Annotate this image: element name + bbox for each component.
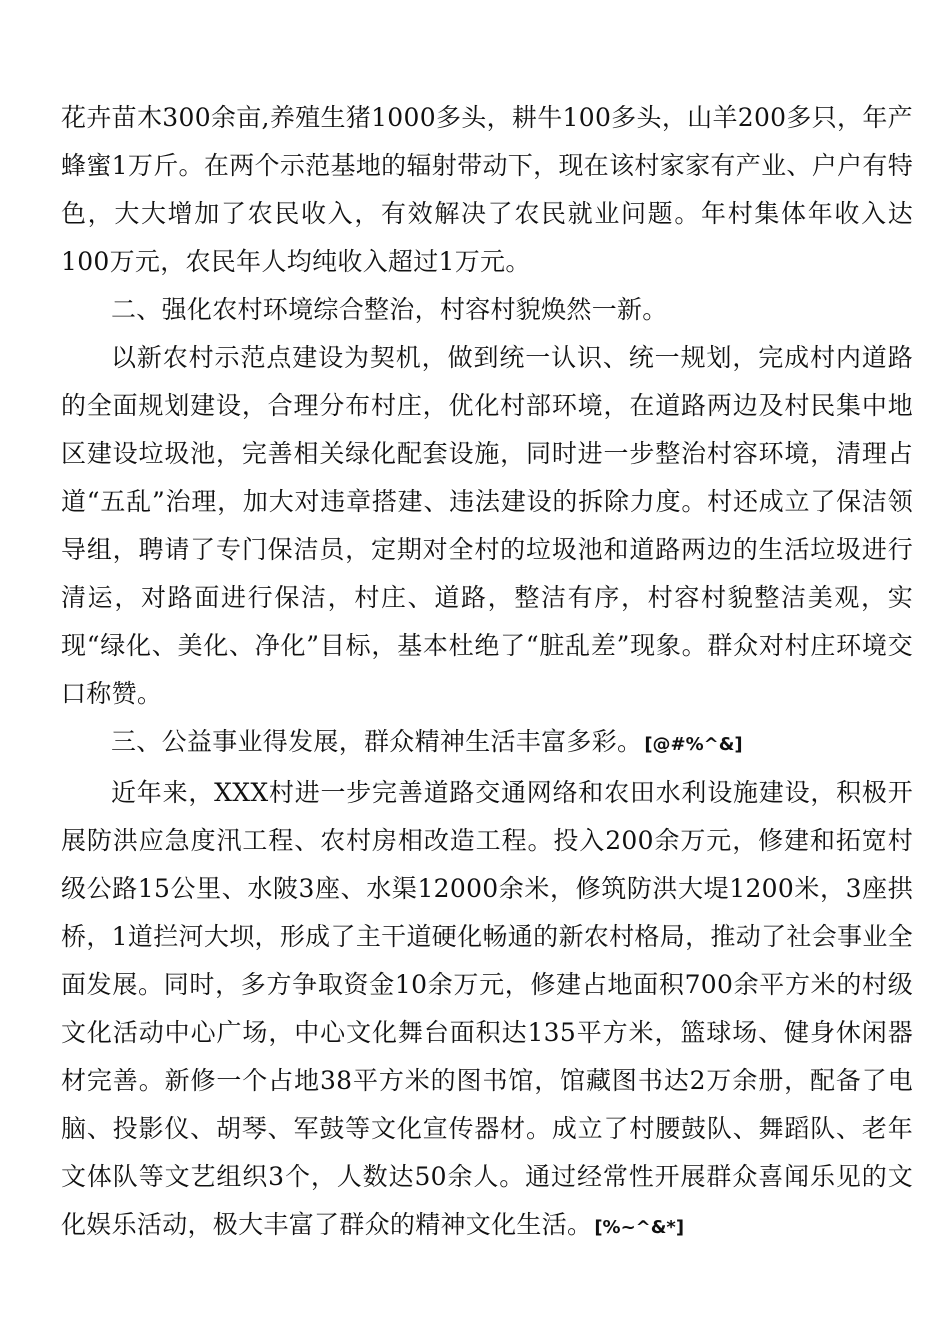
section-heading-2 — [61, 286, 913, 334]
watermark-symbols-2: [%~^&*] — [594, 1217, 685, 1238]
paragraph-continued: 花卉苗木300余亩,养殖生猪1000多头，耕牛100多头，山羊200多只，年产蜂蜜1万斤。在两个示范基地的辐射带动下，现在该村家家有产业、户户有特色，大大增加了农民收入，有效解决了农民就业问题。年村集体年收入达100万元，农民年人均纯收入超过1万元。 — [61, 103, 913, 276]
paragraph-section-3-text: 近年来，XXX村进一步完善道路交通网络和农田水利设施建设，积极开展防洪应急度汛工程、农村房相改造工程。投入200余万元，修建和拓宽村级公路15公里、水陂3座、水渠12000余米，修筑防洪大堤1200米，3座拱桥，1道拦河大坝，形成了主干道硬化畅通的新农村格局，推动了社会事业全面发展。同时，多方争取资金10余万元，修建占地面积700余平方米的村级文化活动中心广场，中心文化舞台面积达135平方米，篮球场、健身休闲器材完善。新修一个占地38平方米的图书馆，馆藏图书达2万余册，配备了电脑、投影仪、胡琴、军鼓等文化宣传器材。成立了村腰鼓队、舞蹈队、老年文体队等文艺组织3个，人数达50余人。通过经常性开展群众喜闻乐见的文化娱乐活动，极大丰富了群众的精神文化生活。 — [61, 778, 913, 1239]
watermark-symbols-1: [@#%^&] — [644, 734, 743, 755]
section-heading-2-text: 二、强化农村环境综合整治，村容村貌焕然一新。 — [111, 295, 668, 324]
section-heading-3 — [61, 718, 913, 769]
document-body — [61, 94, 913, 1252]
paragraph-section-2: 以新农村示范点建设为契机，做到统一认识、统一规划，完成村内道路的全面规划建设，合理分布村庄，优化村部环境，在道路两边及村民集中地区建设垃圾池，完善相关绿化配套设施，同时进一步整治村容环境，清理占道“五乱”治理，加大对违章搭建、违法建设的拆除力度。村还成立了保洁领导组，聘请了专门保洁员，定期对全村的垃圾池和道路两边的生活垃圾进行清运，对路面进行保洁，村庄、道路，整洁有序，村容村貌整洁美观，实现“绿化、美化、净化”目标，基本杜绝了“脏乱差”现象。群众对村庄环境交口称赞。 — [61, 343, 913, 708]
section-heading-3-text: 三、公益事业得发展，群众精神生活丰富多彩。 — [111, 727, 643, 756]
paragraph-section-3 — [61, 769, 913, 1252]
